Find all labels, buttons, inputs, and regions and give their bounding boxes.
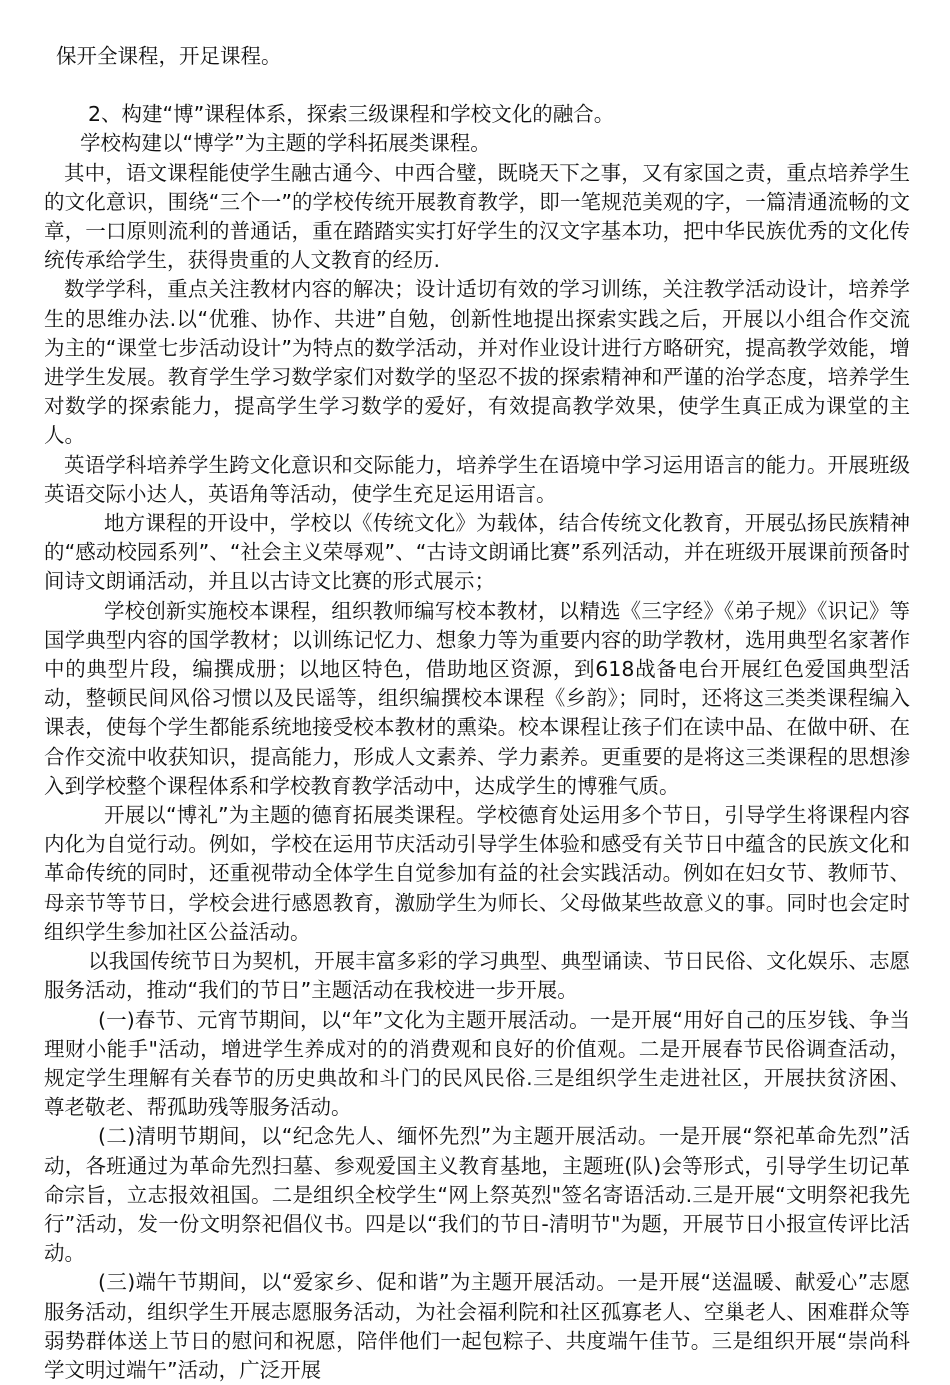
- paragraph-local-course: 地方课程的开设中，学校以《传统文化》为载体，结合传统文化教育，开展弘扬民族精神的“感动校园系列”、“社会主义荣辱观”、“古诗文朗诵比赛”系列活动，并在班级开展课前预备时间诗文朗诵活动，并且以古诗文比赛的形式展示；: [44, 511, 910, 594]
- paragraph-spring-festival: (一)春节、元宵节期间，以“年”文化为主题开展活动。一是开展“用好自己的压岁钱、争当理财小能手"活动，增进学生养成对的的消费观和良好的价值观。二是开展春节民俗调查活动，规定学生理解有关春节的历史典故和斗门的民风民俗.三是组织学生走进社区，开展扶贫济困、尊老敬老、帮孤助残等服务活动。: [44, 1007, 910, 1120]
- section-heading-bo-curriculum: 2、构建“博”课程体系，探索三级课程和学校文化的融合。: [88, 102, 615, 127]
- paragraph-math-course: 数学学科，重点关注教材内容的解决；设计适切有效的学习训练，关注教学活动设计，培养学生的思维办法.以“优雅、协作、共进”自勉，创新性地提出探索实践之后，开展以小组合作交流为主的“课堂七步活动设计”为特点的数学活动，并对作业设计进行方略研究，提高教学效能，增进学生发展。教育学生学习数学家们对数学的坚忍不拔的探索精神和严谨的治学态度，培养学生对数学的探索能力，提高学生学习数学的爱好，有效提高教学效果，使学生真正成为课堂的主人。: [44, 277, 910, 448]
- document-page: [44, 42, 910, 1385]
- paragraph-qingming-festival: (二)清明节期间，以“纪念先人、缅怀先烈”为主题开展活动。一是开展“祭祀革命先烈”活动，各班通过为革命先烈扫墓、参观爱国主义教育基地，主题班(队)会等形式，引导学生切记革命宗旨，立志报效祖国。二是组织全校学生“网上祭英烈"签名寄语活动.三是开展“文明祭祀我先行”活动，发一份文明祭祀倡仪书。四是以“我们的节日-清明节"为题，开展节日小报宣传评比活动。: [44, 1124, 910, 1266]
- paragraph-school-based-course: 学校创新实施校本课程，组织教师编写校本教材，以精选《三字经》《弟子规》《识记》等国学典型内容的国学教材；以训练记忆力、想象力等为重要内容的助学教材，选用典型名家著作中的典型片段，编撰成册；以地区特色，借助地区资源，到618战备电台开展红色爱国典型活动，整顿民间风俗习惯以及民谣等，组织编撰校本课程《乡韵》；同时，还将这三类类课程编入课表，使每个学生都能系统地接受校本教材的熏染。校本课程让孩子们在读中品、在做中研、在合作交流中收获知识，提高能力，形成人文素养、学力素养。更重要的是将这三类课程的思想渗入到学校整个课程体系和学校教育教学活动中，达成学生的博雅气质。: [44, 598, 910, 798]
- paragraph-english-course: 英语学科培养学生跨文化意识和交际能力，培养学生在语境中学习运用语言的能力。开展班级英语交际小达人，英语角等活动，使学生充足运用语言。: [44, 452, 910, 506]
- paragraph-chinese-course: 其中，语文课程能使学生融古通今、中西合璧，既晓天下之事，又有家国之责，重点培养学生的文化意识，围绕“三个一”的学校传统开展教育教学，即一笔规范美观的字，一篇清通流畅的文章，一口原则流利的普通话，重在踏踏实实打好学生的汉文字基本功，把中华民族优秀的文化传统传承给学生，获得贵重的人文教育的经历.: [44, 160, 910, 273]
- paragraph-boli-moral-course: 开展以“博礼”为主题的德育拓展类课程。学校德育处运用多个节日，引导学生将课程内容内化为自觉行动。例如，学校在运用节庆活动引导学生体验和感受有关节日中蕴含的民族文化和革命传统的同时，还重视带动全体学生自觉参加有益的社会实践活动。例如在妇女节、教师节、母亲节等节日，学校会进行感恩教育，激励学生为师长、父母做某些故意义的事。同时也会定时组织学生参加社区公益活动。: [44, 803, 910, 944]
- paragraph-course-opening: 保开全课程，开足课程。: [56, 44, 282, 68]
- paragraph-traditional-festivals: 以我国传统节日为契机，开展丰富多彩的学习典型、典型诵读、节日民俗、文化娱乐、志愿服务活动，推动“我们的节日”主题活动在我校进一步开展。: [44, 949, 910, 1003]
- paragraph-boxue-intro: 学校构建以“博学”为主题的学科拓展类课程。: [80, 131, 491, 156]
- paragraph-dragon-boat-festival: (三)端午节期间，以“爱家乡、促和谐”为主题开展活动。一是开展“送温暖、献爱心”志愿服务活动，组织学生开展志愿服务活动，为社会福利院和社区孤寡老人、空巢老人、困难群众等弱势群体送上节日的慰问和祝愿，陪伴他们一起包粽子、共度端午佳节。三是组织开展“崇尚科学文明过端午”活动，广泛开展: [44, 1270, 910, 1382]
